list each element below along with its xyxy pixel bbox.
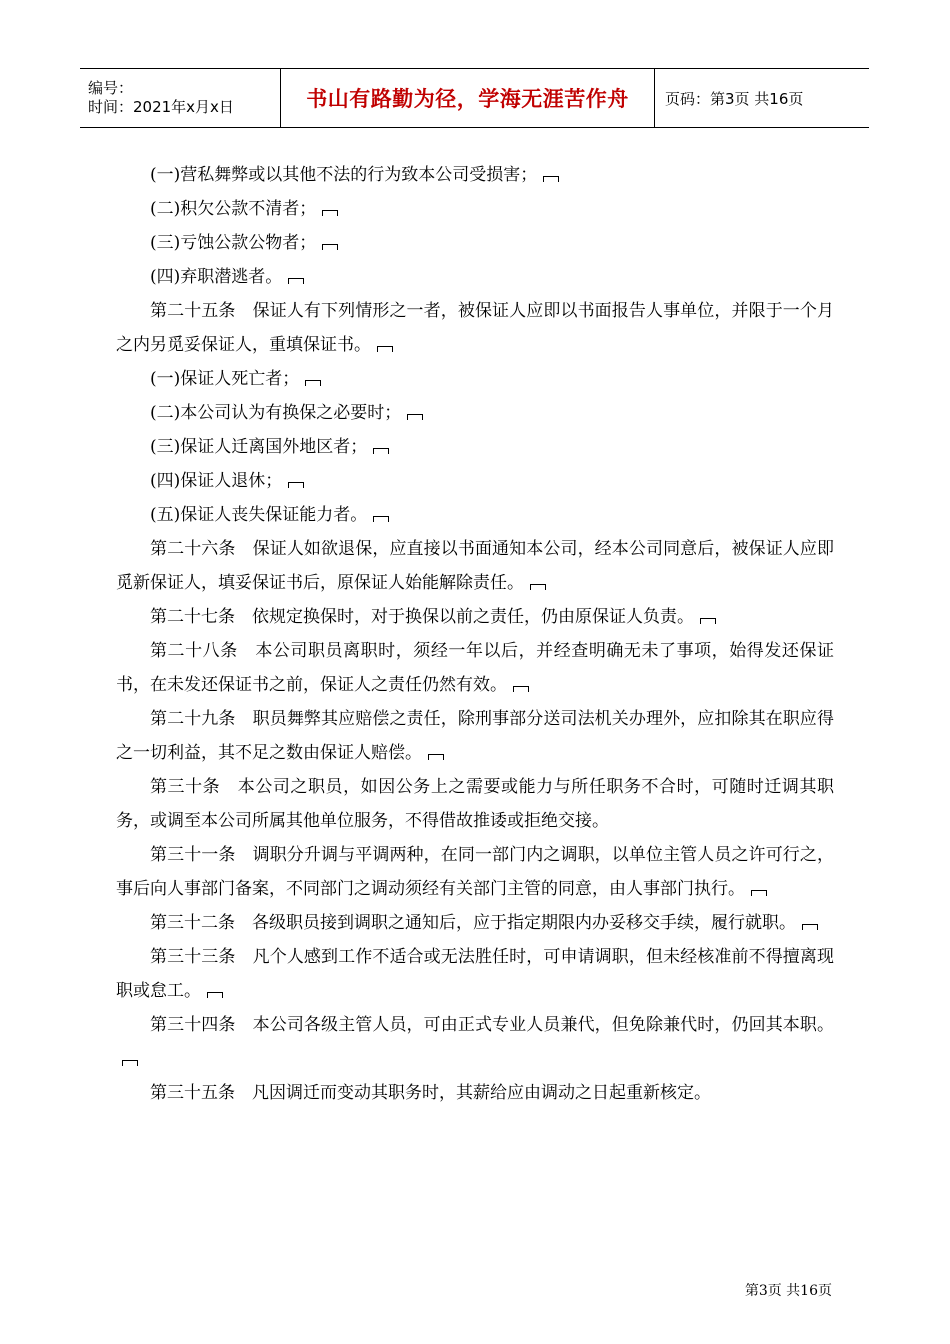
paragraph-mark-icon: [377, 346, 393, 352]
paragraph-mark-icon: [428, 754, 444, 760]
article-31: 第三十一条 调职分升调与平调两种，在同一部门内之调职，以单位主管人员之许可行之，事后向人事部门备案，不同部门之调动须经有关部门主管的同意，由人事部门执行。: [116, 845, 835, 899]
number-label: 编号：: [88, 79, 134, 97]
header-meta: [80, 69, 281, 127]
paragraph-mark-icon: [288, 278, 304, 284]
paragraph-mark-icon: [530, 584, 546, 590]
paragraph-mark-icon: [207, 992, 223, 998]
list-item: (一)营私舞弊或以其他不法的行为致本公司受损害；: [116, 158, 834, 192]
article-32: 第三十二条 各级职员接到调职之通知后，应于指定期限内办妥移交手续，履行就职。: [116, 906, 834, 940]
article-26: 第二十六条 保证人如欲退保，应直接以书面通知本公司，经本公司同意后，被保证人应即觅新保证人，填妥保证书后，原保证人始能解除责任。: [116, 539, 835, 593]
paragraph-mark-icon: [751, 890, 767, 896]
paragraph-mark-icon: [322, 210, 338, 216]
list-item: (二)积欠公款不清者；: [116, 192, 834, 226]
article-29: 第二十九条 职员舞弊其应赔偿之责任，除刑事部分送司法机关办理外，应扣除其在职应得之一切利益，其不足之数由保证人赔偿。: [116, 709, 835, 763]
paragraph-mark-icon: [305, 380, 321, 386]
document-body: [116, 158, 834, 1110]
paragraph-mark-icon: [373, 448, 389, 454]
paragraph-mark-icon: [322, 244, 338, 250]
article-27: 第二十七条 依规定换保时，对于换保以前之责任，仍由原保证人负责。: [116, 600, 834, 634]
paragraph-mark-icon: [802, 924, 818, 930]
list-item: (五)保证人丧失保证能力者。: [116, 498, 834, 532]
list-item: (三)亏蚀公款公物者；: [116, 226, 834, 260]
paragraph-mark-icon: [122, 1060, 138, 1066]
page-header: [80, 68, 869, 128]
list-item: (三)保证人迁离国外地区者；: [116, 430, 834, 464]
header-motto: 书山有路勤为径，学海无涯苦作舟: [281, 69, 655, 127]
header-page-label: 页码：第3页 共16页: [665, 89, 804, 108]
list-item: (四)弃职潜逃者。: [116, 260, 834, 294]
paragraph-mark-icon: [700, 618, 716, 624]
article-33: 第三十三条 凡个人感到工作不适合或无法胜任时，可申请调职，但未经核准前不得擅离现职或怠工。: [116, 947, 835, 1001]
paragraph-mark-icon: [288, 482, 304, 488]
paragraph-mark-icon: [407, 414, 423, 420]
article-25: 第二十五条 保证人有下列情形之一者，被保证人应即以书面报告人事单位，并限于一个月之内另觅妥保证人，重填保证书。: [116, 301, 835, 355]
article-28: 第二十八条 本公司职员离职时，须经一年以后，并经查明确无未了事项，始得发还保证书，在未发还保证书之前，保证人之责任仍然有效。: [116, 641, 835, 695]
article-34: 第三十四条 本公司各级主管人员，可由正式专业人员兼代，但免除兼代时，仍回其本职。: [116, 1008, 834, 1076]
paragraph-mark-icon: [543, 176, 559, 182]
time-label: 时间：2021年x月x日: [88, 98, 234, 116]
article-30: 第三十条 本公司之职员，如因公务上之需要或能力与所任职务不合时，可随时迁调其职务，或调至本公司所属其他单位服务，不得借故推诿或拒绝交接。: [116, 777, 835, 831]
paragraph-mark-icon: [513, 686, 529, 692]
list-item: (一)保证人死亡者；: [116, 362, 834, 396]
list-item: (四)保证人退休；: [116, 464, 834, 498]
paragraph-mark-icon: [373, 516, 389, 522]
article-35: 第三十五条 凡因调迁而变动其职务时，其薪给应由调动之日起重新核定。: [150, 1083, 711, 1103]
list-item: (二)本公司认为有换保之必要时；: [116, 396, 834, 430]
page-footer: 第3页 共16页: [744, 1283, 832, 1299]
